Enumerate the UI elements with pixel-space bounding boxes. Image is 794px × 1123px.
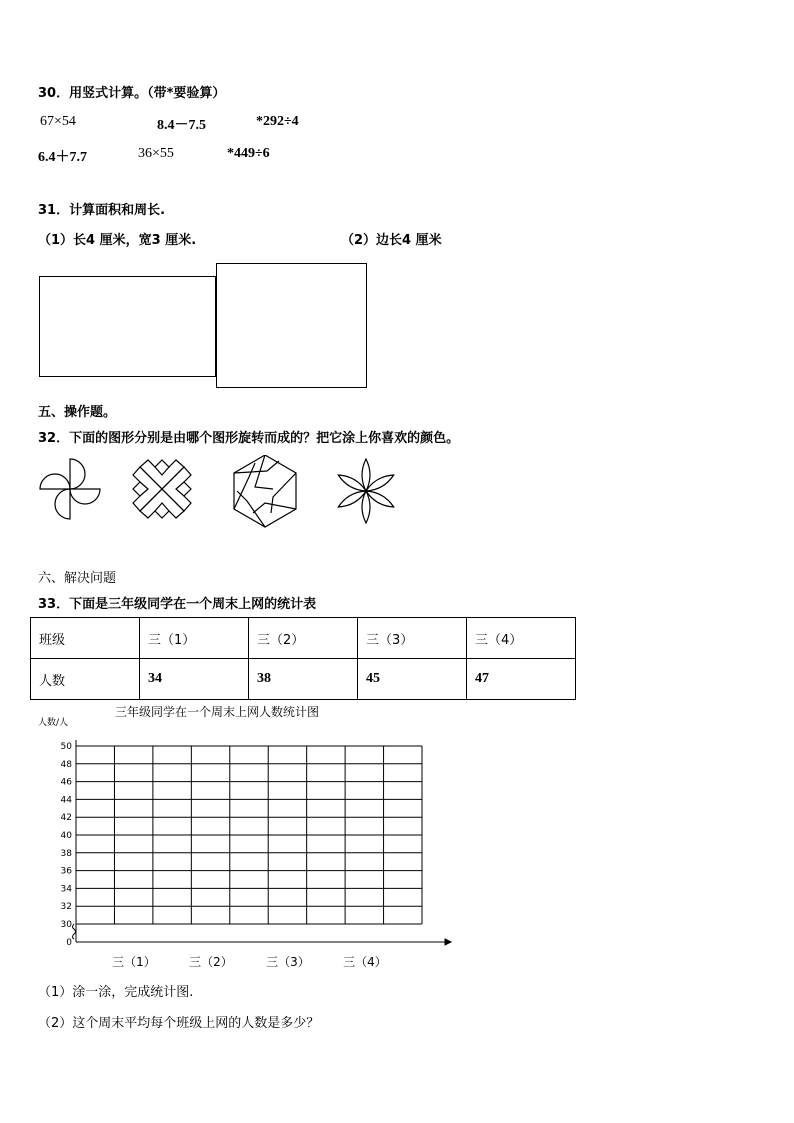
table-cell: 47 [467, 659, 576, 700]
table-cell: 38 [249, 659, 358, 700]
table-row [31, 618, 576, 659]
x-axis-arrow-icon [445, 939, 451, 945]
flower-icon [336, 459, 395, 523]
y-tick-label: 42 [60, 813, 72, 824]
pinwheel-icon [40, 459, 100, 519]
chart-title: 三年级同学在一个周末上网人数统计图 [115, 705, 320, 719]
y-tick-label: 38 [60, 848, 72, 859]
hexagon-spiral-icon [234, 455, 296, 527]
y-tick-label: 36 [60, 866, 72, 877]
q30-expr-2: 8.4－7.5 [157, 118, 206, 133]
y-tick-label: 50 [60, 742, 72, 752]
table-cell: 三（1） [140, 618, 249, 659]
table-cell: 人数 [31, 659, 140, 700]
q32-title: 32．下面的图形分别是由哪个图形旋转而成的？把它涂上你喜欢的颜色。 [38, 431, 460, 446]
q33-sub2: （2）这个周末平均每个班级上网的人数是多少？ [38, 1016, 320, 1031]
cross-diamond-icon [133, 460, 191, 518]
y-tick-label: 48 [60, 759, 72, 770]
stats-table [30, 617, 576, 700]
y-tick-label: 32 [60, 902, 72, 913]
table-cell: 三（4） [467, 618, 576, 659]
y-tick-label: 30 [60, 920, 72, 930]
q30-expr-4: 6.4＋7.7 [38, 150, 87, 165]
q30-expr-6: *449÷6 [227, 146, 270, 161]
y-tick-label: 0 [66, 938, 72, 948]
y-tick-label: 46 [60, 777, 72, 788]
q30-expr-1: 67×54 [40, 114, 76, 129]
rectangle-figure [39, 276, 216, 377]
q33-sub1: （1）涂一涂，完成统计图. [38, 985, 194, 1000]
table-cell: 45 [358, 659, 467, 700]
x-tick-label: 三（1） [112, 955, 156, 969]
table-cell: 三（3） [358, 618, 467, 659]
table-cell: 三（2） [249, 618, 358, 659]
q31-part2: （2）边长4 厘米 [341, 233, 442, 248]
x-tick-label: 三（2） [189, 955, 233, 969]
table-cell: 班级 [31, 618, 140, 659]
y-tick-label: 34 [60, 884, 72, 895]
q33-title: 33．下面是三年级同学在一个周末上网的统计表 [38, 597, 317, 612]
y-tick-label: 44 [60, 795, 72, 806]
bar-chart-grid [30, 700, 470, 975]
q31-part1: （1）长4 厘米，宽3 厘米. [38, 233, 197, 248]
y-axis-label: 人数/人 [38, 718, 69, 728]
x-tick-label: 三（3） [266, 955, 310, 969]
q30-expr-5: 36×55 [138, 146, 174, 161]
section5-title: 五、操作题。 [38, 405, 117, 420]
table-row [31, 659, 576, 700]
section6-title: 六、解决问题 [38, 571, 117, 586]
square-figure [216, 263, 367, 388]
x-tick-label: 三（4） [343, 955, 387, 969]
q30-title: 30．用竖式计算。（带*要验算） [38, 86, 226, 101]
q32-figures [30, 455, 510, 530]
y-tick-label: 40 [60, 831, 72, 841]
q30-expr-3: *292÷4 [256, 114, 299, 129]
table-cell: 34 [140, 659, 249, 700]
q31-title: 31．计算面积和周长. [38, 203, 166, 218]
axis-break-icon [73, 924, 76, 939]
